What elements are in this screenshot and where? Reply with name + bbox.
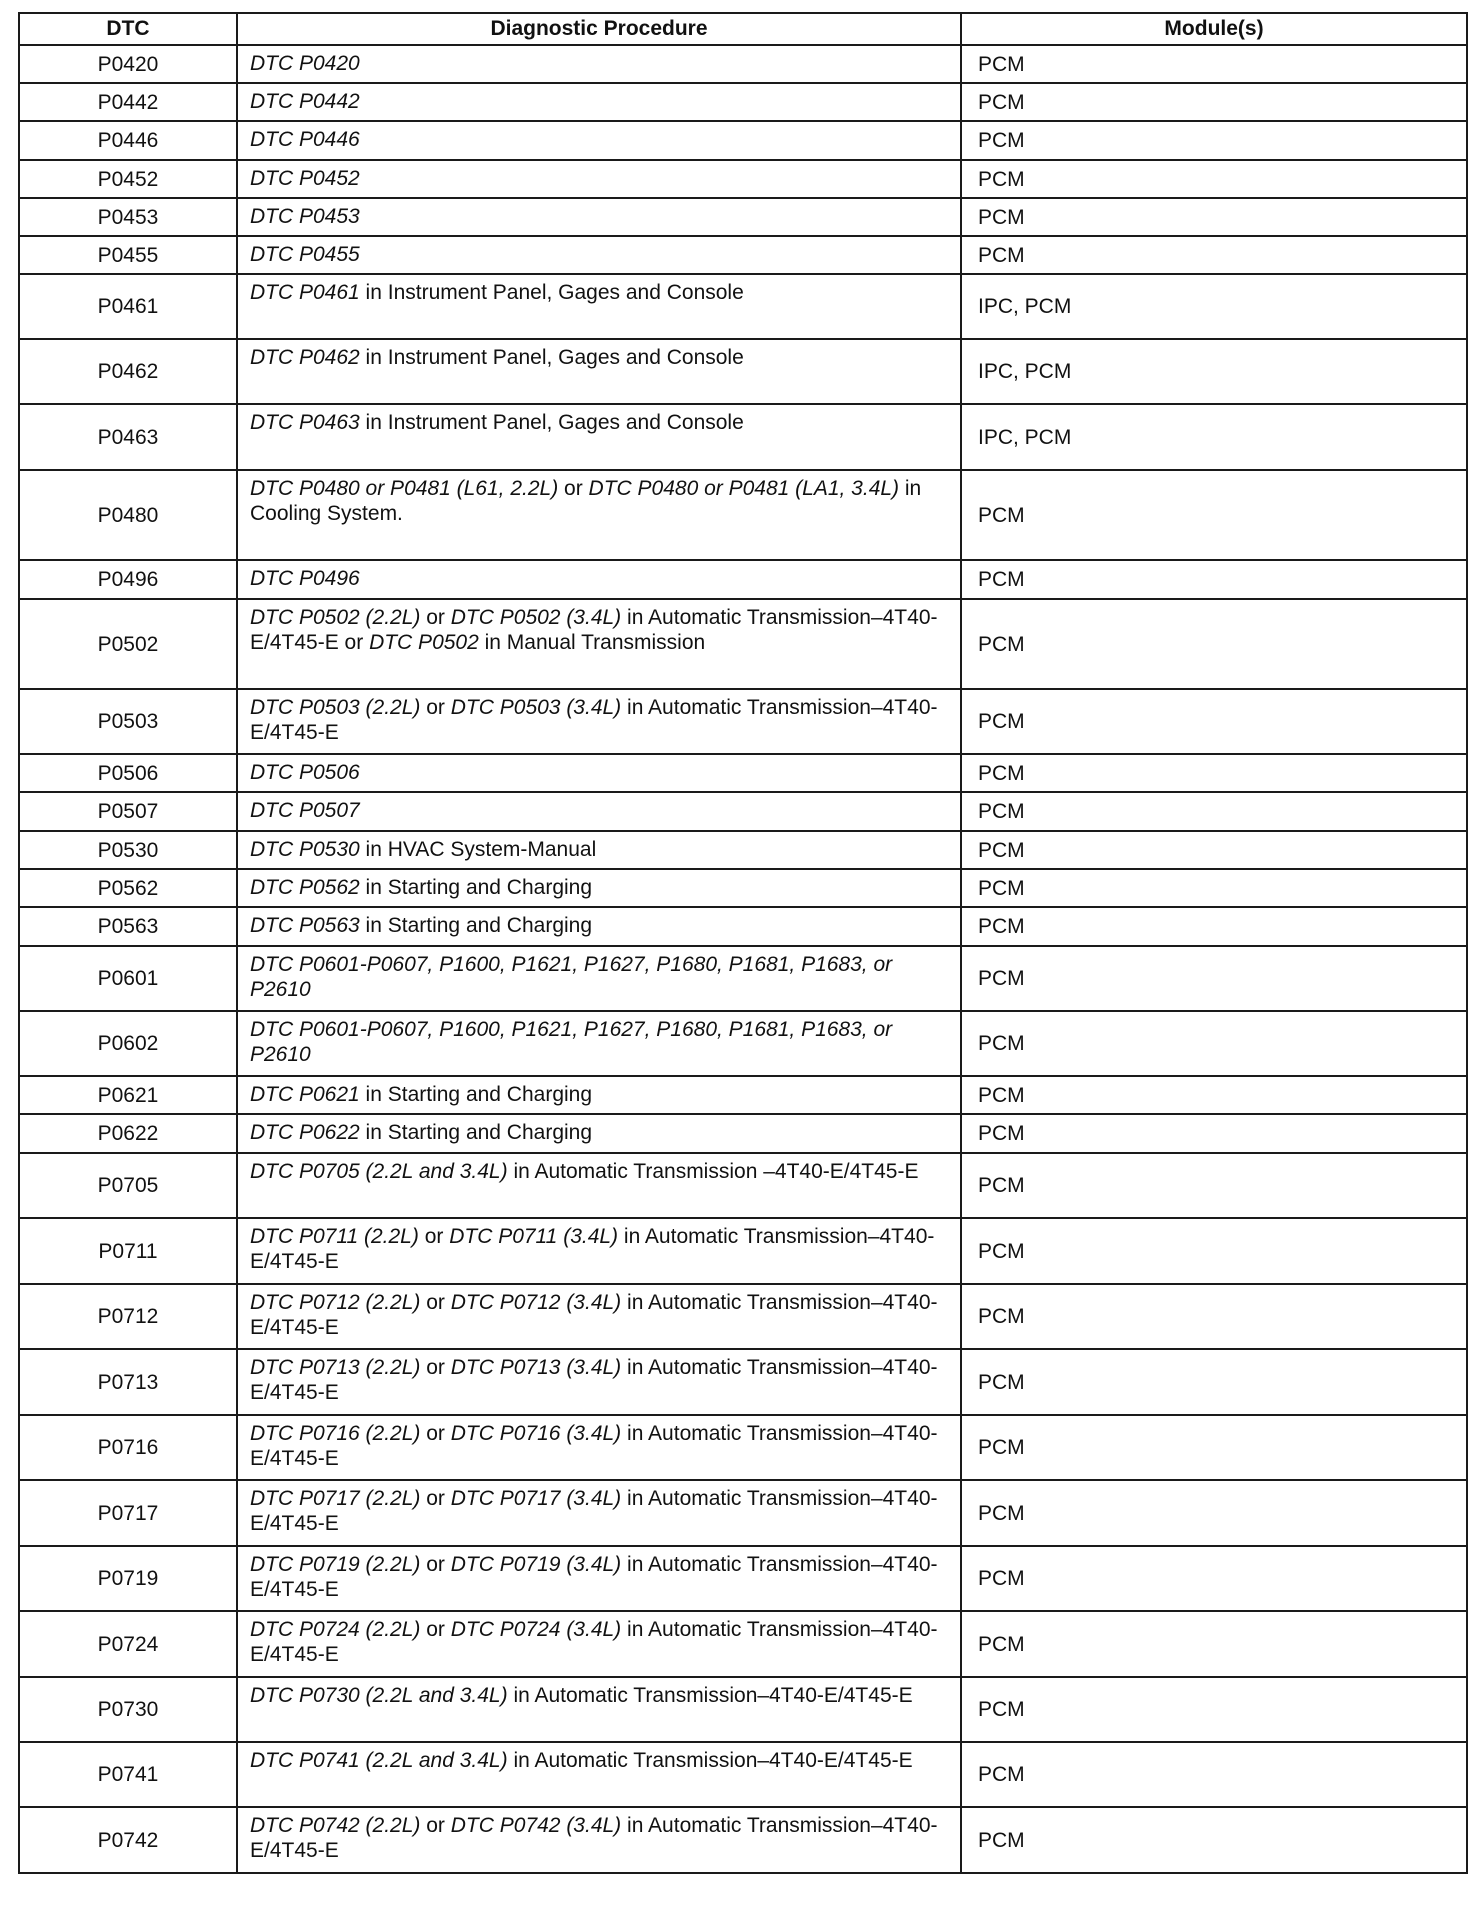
- table-row: [19, 1546, 1467, 1611]
- table-row: [19, 1349, 1467, 1415]
- procedure-reference-text: DTC P0507: [250, 799, 360, 822]
- procedure-text: in Starting and Charging: [359, 876, 593, 899]
- table-row: [19, 599, 1467, 689]
- dtc-code-cell: P0716: [19, 1415, 237, 1480]
- table-body: [19, 45, 1467, 1873]
- dtc-code-cell: P0741: [19, 1742, 237, 1807]
- modules-cell: IPC, PCM: [961, 404, 1467, 470]
- diagnostic-procedure-cell: [237, 1076, 961, 1114]
- procedure-text: or: [420, 1356, 451, 1379]
- table-row: [19, 470, 1467, 560]
- procedure-reference-text: DTC P0742 (2.2L): [250, 1814, 421, 1837]
- diagnostic-procedure-cell: [237, 869, 961, 907]
- procedure-text: in Automatic Transmission–4T40-E/4T45-E: [250, 1618, 938, 1666]
- table-header-row: [19, 13, 1467, 45]
- procedure-reference-text: DTC P0502 (2.2L): [250, 606, 421, 629]
- dtc-code-cell: P0621: [19, 1076, 237, 1114]
- dtc-code-cell: P0420: [19, 45, 237, 83]
- header-dtc: DTC: [19, 13, 237, 45]
- dtc-code-cell: P0622: [19, 1114, 237, 1153]
- dtc-code-cell: P0496: [19, 560, 237, 599]
- diagnostic-procedure-cell: [237, 754, 961, 792]
- table-row: [19, 792, 1467, 831]
- diagnostic-procedure-cell: [237, 198, 961, 236]
- procedure-reference-text: DTC P0480 or P0481 (LA1, 3.4L): [588, 477, 900, 500]
- diagnostic-procedure-cell: [237, 339, 961, 404]
- diagnostic-procedure-cell: [237, 1218, 961, 1284]
- dtc-code-cell: P0602: [19, 1011, 237, 1076]
- procedure-reference-text: DTC P0705 (2.2L and 3.4L): [250, 1160, 508, 1183]
- procedure-reference-text: DTC P0562: [250, 876, 360, 899]
- table-row: [19, 339, 1467, 404]
- diagnostic-procedure-cell: [237, 907, 961, 946]
- dtc-code-cell: P0730: [19, 1677, 237, 1742]
- dtc-code-cell: P0463: [19, 404, 237, 470]
- table-row: [19, 1742, 1467, 1807]
- procedure-reference-text: DTC P0711 (3.4L): [449, 1225, 619, 1248]
- dtc-code-cell: P0452: [19, 160, 237, 198]
- dtc-code-cell: P0453: [19, 198, 237, 236]
- procedure-reference-text: DTC P0453: [250, 205, 360, 228]
- table-row: [19, 198, 1467, 236]
- procedure-reference-text: DTC P0461: [250, 281, 360, 304]
- table-row: [19, 274, 1467, 339]
- procedure-text: in Automatic Transmission–4T40-E/4T45-E: [250, 1422, 938, 1470]
- procedure-reference-text: DTC P0717 (3.4L): [450, 1487, 622, 1510]
- modules-cell: PCM: [961, 1546, 1467, 1611]
- procedure-reference-text: DTC P0712 (2.2L): [250, 1291, 421, 1314]
- diagnostic-procedure-cell: [237, 1349, 961, 1415]
- modules-cell: PCM: [961, 1742, 1467, 1807]
- table-row: [19, 1480, 1467, 1546]
- procedure-reference-text: DTC P0724 (3.4L): [450, 1618, 622, 1641]
- procedure-text: or: [420, 1618, 451, 1641]
- procedure-text: in HVAC System-Manual: [359, 838, 597, 861]
- procedure-reference-text: DTC P0506: [250, 761, 360, 784]
- procedure-reference-text: DTC P0724 (2.2L): [250, 1618, 421, 1641]
- modules-cell: PCM: [961, 599, 1467, 689]
- modules-cell: PCM: [961, 1349, 1467, 1415]
- procedure-reference-text: DTC P0601-P0607, P1600, P1621, P1627, P1680, P1681, P1683, or P2610: [250, 953, 893, 1001]
- modules-cell: PCM: [961, 1153, 1467, 1218]
- modules-cell: PCM: [961, 1218, 1467, 1284]
- dtc-code-cell: P0712: [19, 1284, 237, 1349]
- procedure-reference-text: DTC P0712 (3.4L): [450, 1291, 622, 1314]
- table-row: [19, 236, 1467, 274]
- diagnostic-procedure-cell: [237, 946, 961, 1011]
- table-row: [19, 121, 1467, 160]
- table-row: [19, 1076, 1467, 1114]
- dtc-code-cell: P0601: [19, 946, 237, 1011]
- modules-cell: PCM: [961, 160, 1467, 198]
- diagnostic-procedure-cell: [237, 83, 961, 121]
- diagnostic-procedure-cell: [237, 1011, 961, 1076]
- table-row: [19, 404, 1467, 470]
- procedure-reference-text: DTC P0719 (3.4L): [450, 1553, 622, 1576]
- table-row: [19, 1218, 1467, 1284]
- procedure-reference-text: DTC P0622: [250, 1121, 360, 1144]
- procedure-reference-text: DTC P0742 (3.4L): [450, 1814, 622, 1837]
- procedure-reference-text: DTC P0503 (2.2L): [250, 696, 421, 719]
- modules-cell: PCM: [961, 946, 1467, 1011]
- procedure-text: or: [420, 1291, 451, 1314]
- modules-cell: PCM: [961, 198, 1467, 236]
- procedure-reference-text: DTC P0463: [250, 411, 360, 434]
- table-row: [19, 689, 1467, 754]
- procedure-reference-text: DTC P0455: [250, 243, 360, 266]
- procedure-reference-text: DTC P0420: [250, 52, 360, 75]
- table-row: [19, 560, 1467, 599]
- procedure-text: or: [420, 1553, 451, 1576]
- modules-cell: PCM: [961, 1415, 1467, 1480]
- diagnostic-procedure-cell: [237, 1611, 961, 1677]
- procedure-text: in Instrument Panel, Gages and Console: [359, 346, 744, 369]
- procedure-text: in Automatic Transmission–4T40-E/4T45-E: [507, 1684, 913, 1707]
- header-modules: Module(s): [961, 13, 1467, 45]
- dtc-code-cell: P0507: [19, 792, 237, 831]
- procedure-text: or: [420, 696, 451, 719]
- dtc-code-cell: P0713: [19, 1349, 237, 1415]
- procedure-text: or: [558, 477, 589, 500]
- modules-cell: PCM: [961, 831, 1467, 869]
- dtc-code-cell: P0446: [19, 121, 237, 160]
- dtc-code-cell: P0462: [19, 339, 237, 404]
- table-row: [19, 1011, 1467, 1076]
- dtc-code-cell: P0442: [19, 83, 237, 121]
- procedure-reference-text: DTC P0452: [250, 167, 360, 190]
- modules-cell: PCM: [961, 236, 1467, 274]
- modules-cell: PCM: [961, 1011, 1467, 1076]
- procedure-reference-text: DTC P0502 (3.4L): [450, 606, 622, 629]
- dtc-code-cell: P0719: [19, 1546, 237, 1611]
- procedure-reference-text: DTC P0530: [250, 838, 360, 861]
- dtc-code-cell: P0480: [19, 470, 237, 560]
- procedure-text: or: [420, 606, 451, 629]
- diagnostic-procedure-cell: [237, 121, 961, 160]
- modules-cell: PCM: [961, 83, 1467, 121]
- diagnostic-procedure-cell: [237, 1153, 961, 1218]
- diagnostic-procedure-cell: [237, 1284, 961, 1349]
- modules-cell: PCM: [961, 1114, 1467, 1153]
- table-row: [19, 1415, 1467, 1480]
- procedure-reference-text: DTC P0711 (2.2L): [250, 1225, 419, 1248]
- dtc-table-container: [18, 12, 1466, 1874]
- procedure-text: in Starting and Charging: [359, 1121, 593, 1144]
- table-row: [19, 907, 1467, 946]
- procedure-text: in Automatic Transmission–4T40-E/4T45-E: [250, 696, 938, 744]
- diagnostic-procedure-cell: [237, 1807, 961, 1873]
- modules-cell: PCM: [961, 1284, 1467, 1349]
- diagnostic-procedure-cell: [237, 599, 961, 689]
- diagnostic-procedure-cell: [237, 274, 961, 339]
- dtc-code-cell: P0562: [19, 869, 237, 907]
- procedure-reference-text: DTC P0446: [250, 128, 360, 151]
- procedure-reference-text: DTC P0503 (3.4L): [450, 696, 622, 719]
- modules-cell: PCM: [961, 560, 1467, 599]
- diagnostic-procedure-cell: [237, 404, 961, 470]
- procedure-text: in Automatic Transmission–4T40-E/4T45-E: [250, 1225, 935, 1273]
- modules-cell: PCM: [961, 45, 1467, 83]
- dtc-code-cell: P0506: [19, 754, 237, 792]
- diagnostic-procedure-cell: [237, 1415, 961, 1480]
- modules-cell: PCM: [961, 1677, 1467, 1742]
- modules-cell: PCM: [961, 1611, 1467, 1677]
- dtc-code-cell: P0530: [19, 831, 237, 869]
- procedure-reference-text: DTC P0496: [250, 567, 360, 590]
- modules-cell: PCM: [961, 121, 1467, 160]
- procedure-reference-text: DTC P0601-P0607, P1600, P1621, P1627, P1680, P1681, P1683, or P2610: [250, 1018, 893, 1066]
- table-row: [19, 160, 1467, 198]
- table-row: [19, 946, 1467, 1011]
- dtc-code-cell: P0455: [19, 236, 237, 274]
- procedure-text: in Automatic Transmission–4T40-E/4T45-E or: [250, 606, 938, 654]
- diagnostic-procedure-cell: [237, 1677, 961, 1742]
- procedure-text: in Automatic Transmission–4T40-E/4T45-E: [250, 1291, 938, 1339]
- modules-cell: PCM: [961, 869, 1467, 907]
- table-row: [19, 1284, 1467, 1349]
- modules-cell: PCM: [961, 1480, 1467, 1546]
- dtc-table: [18, 12, 1468, 1874]
- dtc-code-cell: P0502: [19, 599, 237, 689]
- diagnostic-procedure-cell: [237, 831, 961, 869]
- procedure-text: or: [420, 1422, 451, 1445]
- procedure-text: or: [418, 1225, 450, 1248]
- dtc-code-cell: P0724: [19, 1611, 237, 1677]
- procedure-text: in Automatic Transmission–4T40-E/4T45-E: [250, 1487, 938, 1535]
- procedure-reference-text: DTC P0442: [250, 90, 360, 113]
- procedure-text: in Instrument Panel, Gages and Console: [359, 281, 744, 304]
- procedure-reference-text: DTC P0717 (2.2L): [250, 1487, 421, 1510]
- procedure-text: in Automatic Transmission –4T40-E/4T45-E: [507, 1160, 919, 1183]
- table-row: [19, 1807, 1467, 1873]
- modules-cell: PCM: [961, 754, 1467, 792]
- dtc-code-cell: P0503: [19, 689, 237, 754]
- modules-cell: PCM: [961, 907, 1467, 946]
- modules-cell: PCM: [961, 1076, 1467, 1114]
- diagnostic-procedure-cell: [237, 45, 961, 83]
- procedure-text: in Instrument Panel, Gages and Console: [359, 411, 744, 434]
- procedure-reference-text: DTC P0462: [250, 346, 360, 369]
- procedure-text: or: [420, 1814, 451, 1837]
- diagnostic-procedure-cell: [237, 689, 961, 754]
- dtc-code-cell: P0717: [19, 1480, 237, 1546]
- diagnostic-procedure-cell: [237, 160, 961, 198]
- dtc-code-cell: P0711: [19, 1218, 237, 1284]
- modules-cell: IPC, PCM: [961, 339, 1467, 404]
- dtc-code-cell: P0705: [19, 1153, 237, 1218]
- procedure-text: in Manual Transmission: [478, 631, 706, 654]
- diagnostic-procedure-cell: [237, 470, 961, 560]
- modules-cell: IPC, PCM: [961, 274, 1467, 339]
- diagnostic-procedure-cell: [237, 792, 961, 831]
- procedure-reference-text: DTC P0563: [250, 914, 360, 937]
- dtc-code-cell: P0461: [19, 274, 237, 339]
- header-diagnostic-procedure: Diagnostic Procedure: [237, 13, 961, 45]
- diagnostic-procedure-cell: [237, 1114, 961, 1153]
- table-row: [19, 754, 1467, 792]
- dtc-code-cell: P0742: [19, 1807, 237, 1873]
- table-row: [19, 1677, 1467, 1742]
- table-row: [19, 831, 1467, 869]
- table-row: [19, 1114, 1467, 1153]
- diagnostic-procedure-cell: [237, 1480, 961, 1546]
- procedure-reference-text: DTC P0480 or P0481 (L61, 2.2L): [250, 477, 559, 500]
- procedure-text: in Automatic Transmission–4T40-E/4T45-E: [507, 1749, 913, 1772]
- procedure-reference-text: DTC P0713 (3.4L): [450, 1356, 622, 1379]
- table-row: [19, 45, 1467, 83]
- modules-cell: PCM: [961, 689, 1467, 754]
- procedure-text: in Cooling System.: [250, 477, 922, 525]
- diagnostic-procedure-cell: [237, 1546, 961, 1611]
- table-row: [19, 1153, 1467, 1218]
- diagnostic-procedure-cell: [237, 1742, 961, 1807]
- procedure-reference-text: DTC P0502: [369, 631, 479, 654]
- procedure-reference-text: DTC P0716 (3.4L): [450, 1422, 622, 1445]
- procedure-reference-text: DTC P0741 (2.2L and 3.4L): [250, 1749, 508, 1772]
- procedure-text: in Starting and Charging: [359, 914, 593, 937]
- procedure-text: in Starting and Charging: [359, 1083, 593, 1106]
- modules-cell: PCM: [961, 792, 1467, 831]
- table-row: [19, 1611, 1467, 1677]
- modules-cell: PCM: [961, 1807, 1467, 1873]
- procedure-reference-text: DTC P0716 (2.2L): [250, 1422, 421, 1445]
- table-row: [19, 869, 1467, 907]
- table-row: [19, 83, 1467, 121]
- diagnostic-procedure-cell: [237, 236, 961, 274]
- procedure-reference-text: DTC P0730 (2.2L and 3.4L): [250, 1684, 508, 1707]
- procedure-reference-text: DTC P0719 (2.2L): [250, 1553, 421, 1576]
- diagnostic-procedure-cell: [237, 560, 961, 599]
- procedure-text: in Automatic Transmission–4T40-E/4T45-E: [250, 1356, 938, 1404]
- procedure-reference-text: DTC P0713 (2.2L): [250, 1356, 421, 1379]
- dtc-code-cell: P0563: [19, 907, 237, 946]
- procedure-reference-text: DTC P0621: [250, 1083, 360, 1106]
- procedure-text: in Automatic Transmission–4T40-E/4T45-E: [250, 1553, 938, 1601]
- procedure-text: in Automatic Transmission–4T40-E/4T45-E: [250, 1814, 938, 1862]
- modules-cell: PCM: [961, 470, 1467, 560]
- procedure-text: or: [420, 1487, 451, 1510]
